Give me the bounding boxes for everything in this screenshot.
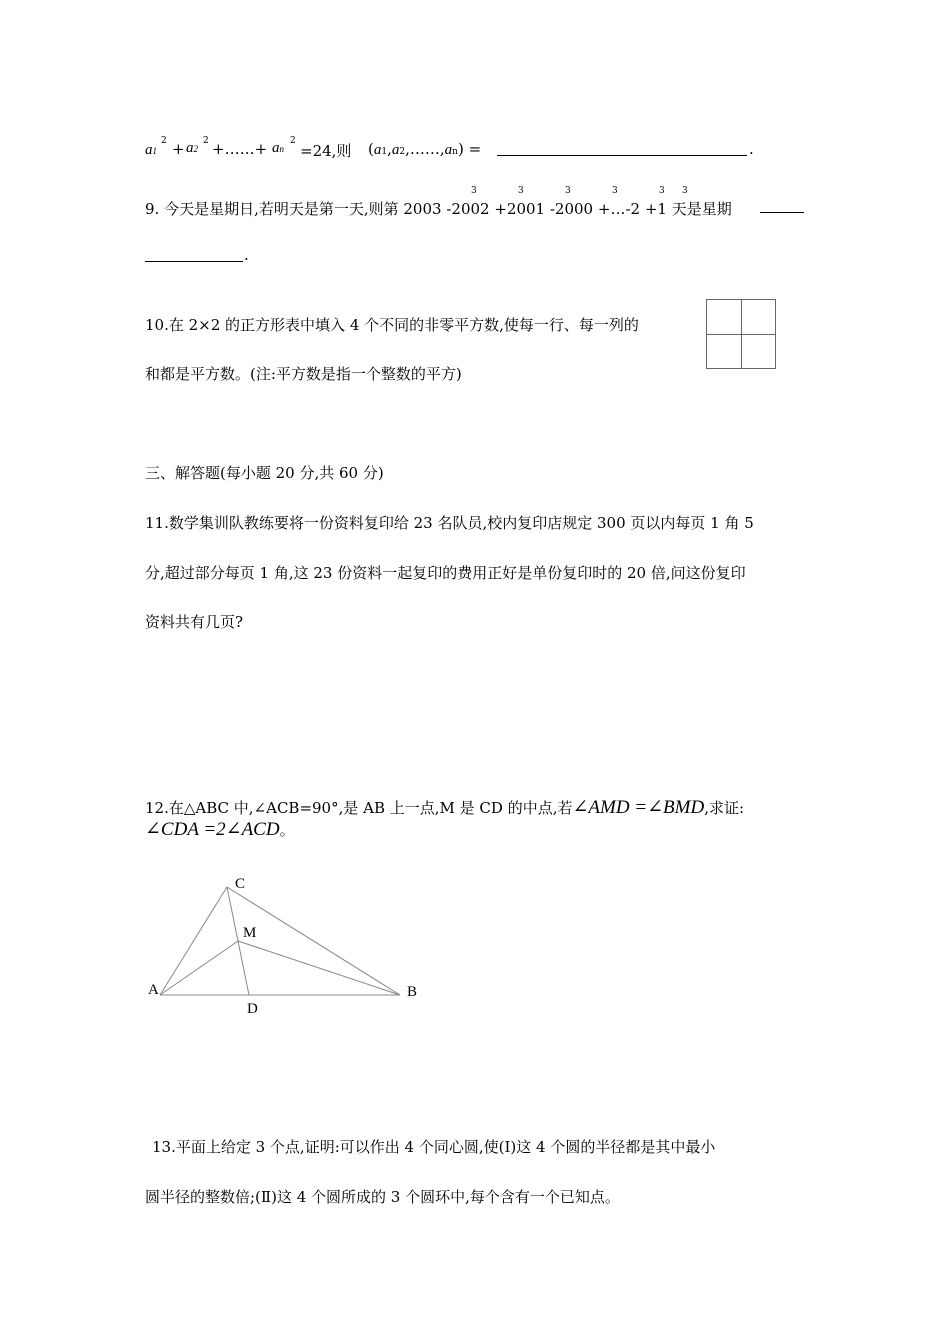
segment-ac bbox=[160, 887, 227, 995]
q8-expn: 2 bbox=[290, 136, 296, 146]
q10-line2: 和都是平方数。(注:平方数是指一个整数的平方) bbox=[145, 365, 462, 383]
q12-line2: ∠CDA =2∠ACD。 bbox=[145, 819, 295, 840]
q9-exp-6: 3 bbox=[682, 186, 688, 196]
label-a: A bbox=[148, 982, 159, 998]
q8-a2: a2 bbox=[186, 140, 198, 156]
q9-exp-5: 3 bbox=[659, 186, 665, 196]
q9-period: . bbox=[244, 246, 249, 264]
q9-answer-blank-2[interactable] bbox=[145, 260, 243, 262]
q9-exp-1: 3 bbox=[471, 186, 477, 196]
label-c: C bbox=[235, 876, 246, 892]
q9-answer-blank-1[interactable] bbox=[760, 211, 804, 213]
q8-eq: =24,则 bbox=[300, 142, 352, 160]
q8-period: . bbox=[749, 140, 754, 158]
q9-exp-4: 3 bbox=[612, 186, 618, 196]
section-heading: 三、解答题(每小题 20 分,共 60 分) bbox=[145, 464, 384, 482]
segment-mb bbox=[238, 941, 400, 995]
q8-tuple: (a1,a2,……,an) = bbox=[368, 140, 482, 158]
square-table-2x2 bbox=[706, 299, 776, 369]
q13-line2: 圆半径的整数倍;(Ⅱ)这 4 个圆所成的 3 个圆环中,每个含有一个已知点。 bbox=[145, 1188, 620, 1206]
q9-exp-3: 3 bbox=[565, 186, 571, 196]
label-b: B bbox=[407, 984, 418, 1000]
q8-exp2: 2 bbox=[203, 136, 209, 146]
q12-line1: 12.在△ABC 中,∠ACB=90°,是 AB 上一点,M 是 CD 的中点,若∠AMD =∠BMD,求证: bbox=[145, 797, 745, 818]
segment-am bbox=[160, 941, 238, 995]
q8-plus1: + bbox=[172, 140, 185, 158]
q8-dots: +……+ bbox=[212, 140, 268, 158]
q8-answer-blank[interactable] bbox=[497, 154, 747, 156]
q13-line1: 13.平面上给定 3 个点,证明:可以作出 4 个同心圆,使(Ⅰ)这 4 个圆的半径都是其中最小 bbox=[152, 1138, 716, 1156]
q8-an: an bbox=[272, 140, 284, 156]
segment-cb bbox=[227, 887, 400, 995]
q12-claim: ∠CDA =2∠ACD bbox=[145, 819, 280, 840]
q8-equation bbox=[145, 140, 157, 159]
q8-exp1: 2 bbox=[161, 136, 167, 146]
q9-exp-2: 3 bbox=[518, 186, 524, 196]
label-m: M bbox=[243, 925, 257, 941]
q12-condition: ∠AMD =∠BMD bbox=[572, 797, 705, 818]
q9-text: 9. 今天是星期日,若明天是第一天,则第 2003 -2002 +2001 -2000 +…-2 +1 天是星期 bbox=[145, 200, 732, 218]
segment-cd bbox=[227, 887, 249, 995]
q10-line1: 10.在 2×2 的正方形表中填入 4 个不同的非零平方数,使每一行、每一列的 bbox=[145, 316, 639, 334]
q8-a1: a1 bbox=[145, 142, 157, 158]
q11-line2: 分,超过部分每页 1 角,这 23 份资料一起复印的费用正好是单份复印时的 20 倍,问这份复印 bbox=[145, 564, 746, 582]
q11-line3: 资料共有几页? bbox=[145, 613, 244, 631]
q11-line1: 11.数学集训队教练要将一份资料复印给 23 名队员,校内复印店规定 300 页以内每页 1 角 5 bbox=[145, 514, 754, 532]
label-d: D bbox=[247, 1001, 258, 1017]
